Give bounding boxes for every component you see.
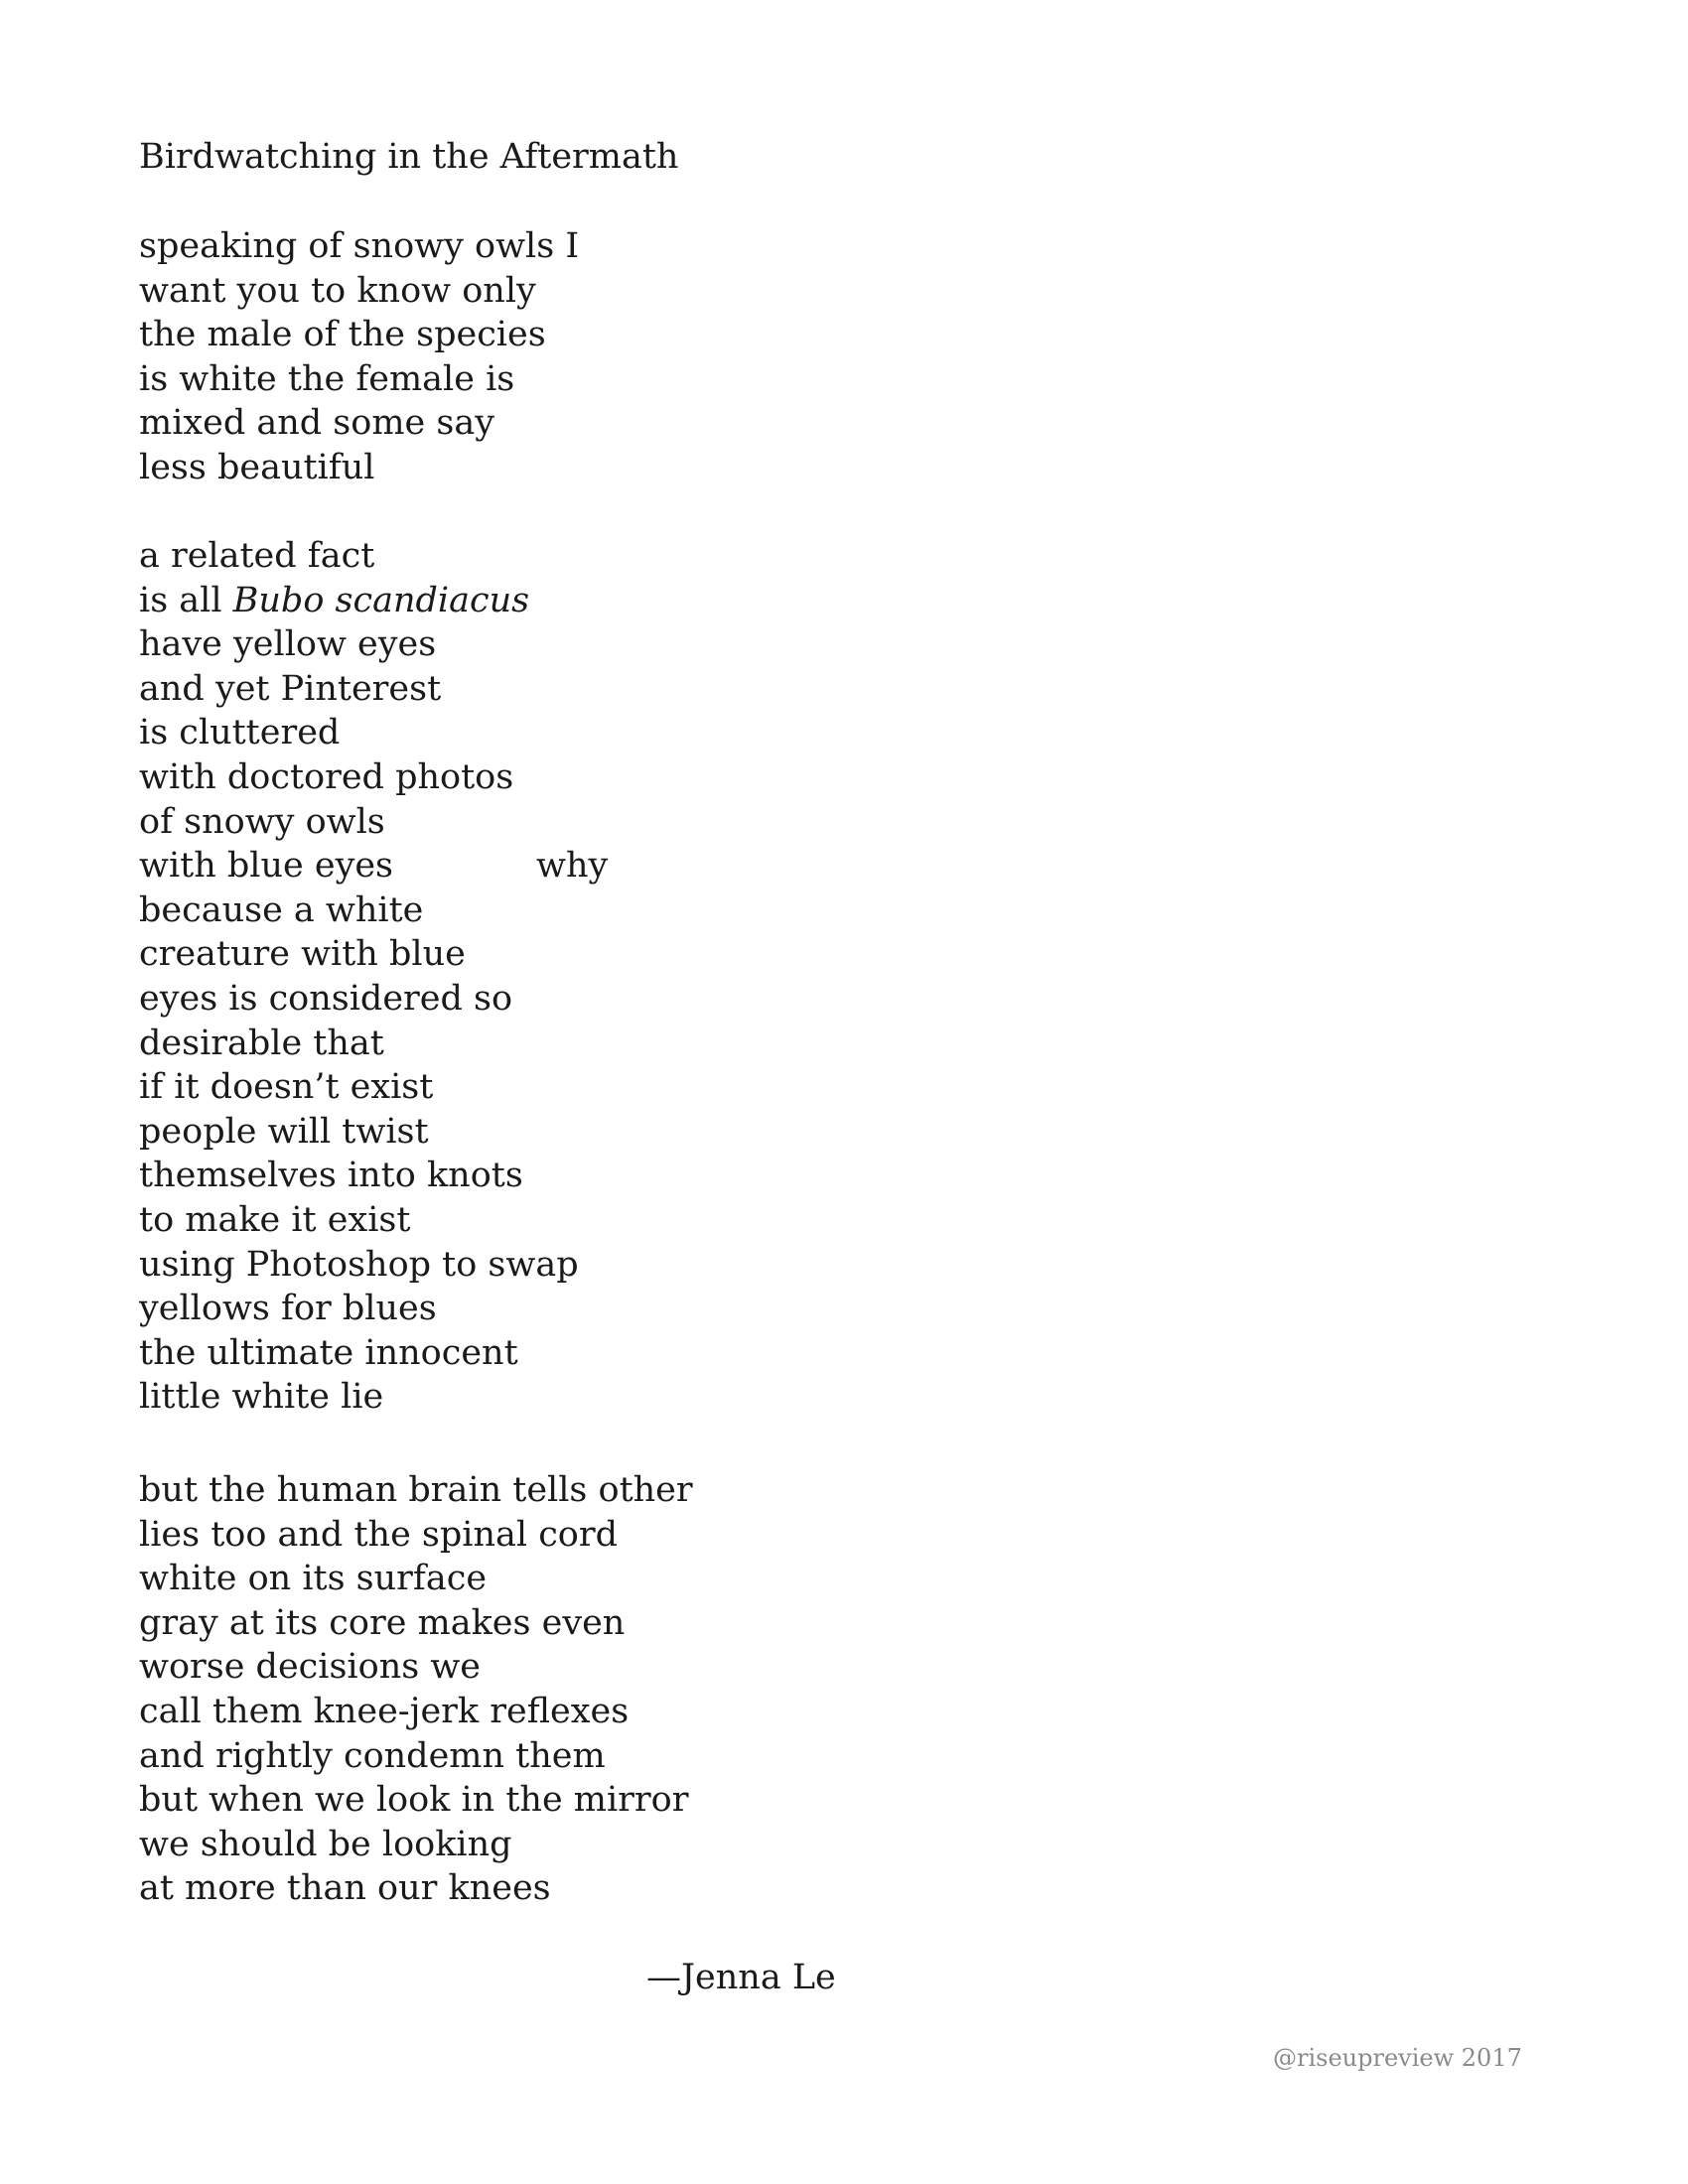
poem-line: at more than our knees (139, 1868, 551, 1909)
poem-line: a related fact (139, 536, 375, 576)
poem-line: to make it exist (139, 1199, 411, 1240)
poem-line: call them knee-jerk reflexes (139, 1691, 630, 1731)
poem-line: worse decisions we (139, 1647, 482, 1688)
poem-line-with-species (139, 579, 579, 623)
line-aside: why (536, 846, 609, 887)
poem-line: less beautiful (139, 447, 375, 487)
poem-line: and rightly condemn them (139, 1735, 606, 1776)
line-prefix: is all (139, 580, 233, 620)
poem-line: desirable that (139, 1023, 384, 1063)
poem-line: but when we look in the mirror (139, 1780, 689, 1821)
poem-line: themselves into knots (139, 1156, 523, 1196)
poem-line: yellows for blues (139, 1289, 437, 1329)
poem-title: Birdwatching in the Aftermath (139, 137, 679, 177)
poem-line: of snowy owls (139, 801, 385, 842)
poem-line: lies too and the spinal cord (139, 1514, 619, 1555)
footer-credit: @riseupreview 2017 (1273, 2044, 1522, 2072)
poem-line: the male of the species (139, 315, 546, 355)
poem-line: want you to know only (139, 270, 536, 311)
poem-line: have yellow eyes (139, 624, 437, 665)
stanza-3 (139, 1468, 693, 1911)
poem-line: gray at its core makes even (139, 1602, 626, 1643)
poem-line: if it doesn’t exist (139, 1067, 434, 1108)
poem-line: is white the female is (139, 358, 515, 399)
poem-line: the ultimate innocent (139, 1332, 518, 1373)
poem-line: white on its surface (139, 1559, 488, 1599)
poem-line-split (139, 844, 609, 888)
poem-line: mixed and some say (139, 403, 494, 444)
species-name: Bubo scandiacus (232, 580, 530, 620)
poem-line: is cluttered (139, 713, 341, 753)
poem-line: with doctored photos (139, 756, 514, 797)
stanza-1 (139, 224, 579, 490)
poem-line: people will twist (139, 1111, 429, 1152)
poem-line: little white lie (139, 1377, 384, 1418)
stanza-2 (139, 534, 609, 1420)
poem-line: eyes is considered so (139, 978, 513, 1019)
line-main: with blue eyes (139, 846, 394, 887)
poem-line: because a white (139, 889, 424, 930)
poem-line: and yet Pinterest (139, 668, 442, 709)
poem-author: —Jenna Le (646, 1958, 836, 1997)
poem-line: speaking of snowy owls I (139, 226, 580, 266)
poem-line: but the human brain tells other (139, 1470, 693, 1510)
poem-line: using Photoshop to swap (139, 1244, 579, 1285)
poem-line: creature with blue (139, 934, 466, 975)
poem-line: we should be looking (139, 1824, 512, 1864)
